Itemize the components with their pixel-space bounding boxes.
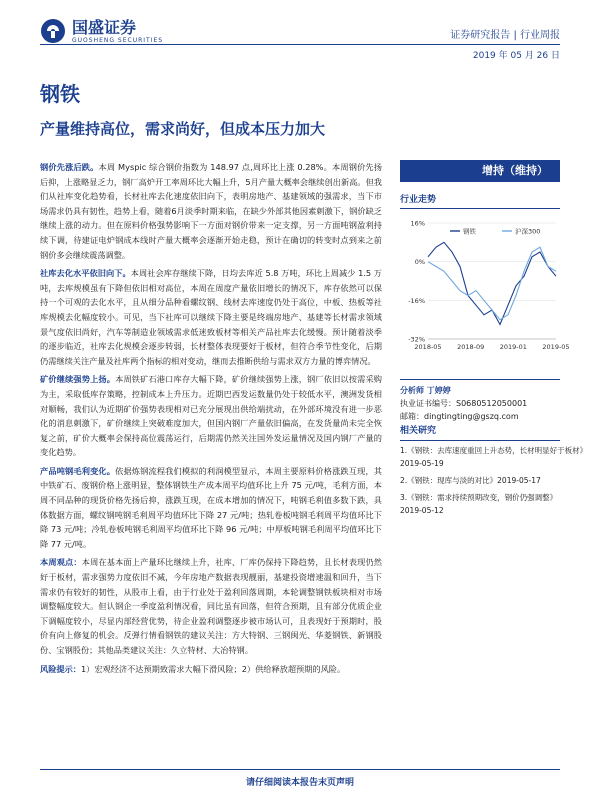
brand-logo-icon [40,18,66,44]
related-item[interactable]: 1.《钢铁：去库速度重回上升态势，长材明显好于板材》 [400,446,588,455]
paragraph-view [40,555,382,657]
report-body [40,160,382,680]
rating-badge: 增持（维持） [400,160,560,182]
y-tick-label: -32% [408,335,425,344]
legend-label: 钢铁 [463,227,476,236]
paragraph-text: 本周社会库存继续下降，日均去库近 5.8 万吨，环比上周减少 1.5 万吨，去库规模虽有下降但依旧相对高位，本周在周度产量依旧增长的情况下，库存依然可以保持一个可观的去化水平，且从细分品种看螺纹钢、线材去库速度仍处于高位，中板、热板等社库规模去化幅度较小。可见，当下社库可以继续下降主要是终端房地产、基建等长材需求领域景气度依旧尚好，汽车等制造业领域需求低迷致板材等相关产品社库去化缓慢。预计随着淡季的逐步临近，社库去化规模会逐步转弱，长材整体表现要好于板材，但符合季节性变化，后期仍需继续关注产量及社库两个指标的相对变动，继而去推断供给与需求双方力量的博弈情况。 [40,268,382,366]
page-header [0,0,600,61]
industry-title: 钢铁 [40,82,80,106]
related-item[interactable]: 3.《钢铁：需求持续预期改变，钢价仍强调整》 [400,493,558,502]
related-title: 相关研究 [400,425,560,441]
related-item[interactable]: 2.《钢铁：现库与淡的对比》2019-05-17 [400,476,541,485]
x-tick-label: 2018-09 [457,343,485,351]
industry-trend-chart [400,215,570,365]
analyst-cert: 执业证书编号：S0680512050001 [400,399,528,408]
footer-divider [40,769,560,770]
related-date: 2019-05-12 [400,506,444,515]
paragraph-ore [40,372,382,460]
paragraph-risk [40,662,382,677]
brand-name: 国盛证券 [72,17,137,37]
related-date: 2019-05-19 [400,459,444,468]
x-tick-label: 2019-01 [499,343,527,351]
series-line [428,247,556,320]
paragraph-price [40,160,382,262]
paragraph-inventory [40,266,382,368]
paragraph-lead: 钢价先涨后跌。 [40,162,99,172]
y-tick-label: 0% [414,258,425,267]
footer-disclaimer: 请仔细阅读本报告末页声明 [245,778,354,788]
report-type: 证券研究报告 | 行业周报 [450,30,560,41]
paragraph-text: 1）宏观经济不达预期致需求大幅下滑风险；2）供给释放超预期的风险。 [80,663,346,674]
paragraph-lead: 风险提示： [40,663,81,674]
report-headline: 产量维持高位，需求尚好，但成本压力加大 [40,120,326,138]
paragraph-text: 本周在基本面上产量环比继续上升，社库、厂库仍保持下降趋势，且长材表现仍然好于板材，需求强势力度依旧不减，今年房地产数据表现靓丽，基建投资增速温和回升，当下需求仍有较好的韧性，从股市上看，由于行业处于盈利回落周期，本轮调整钢铁板块相对市场调整幅度较大。但认钢企一季度盈利情况看，同比虽有回落，但符合预期，且有部分优质企业下调幅度较小，尽显内部经营优势，待企业盈利调整逐步被市场认可，且表现好于预期时，股价有向上修复的机会。反弹行情看钢铁的建议关注：方大特钢、三钢闽光、华菱钢铁、新钢股份、宝钢股份；其他品类建议关注：久立特材、大冶特钢。 [40,557,382,655]
paragraph-text: 依据炼钢流程我们模拟的利润模型显示，本周主要原料价格涨跌互现，其中铁矿石、废钢价格上涨明显，整体钢铁生产成本周平均值环比上升 75 元/吨，毛利方面，本周不同品种的现货价格先扬后抑，涨跌互现，在成本增加的情况下，吨钢毛利值多数下跌，具体数据方面，螺纹钢吨钢毛利周平均值环比下降 27 元/吨；热轧卷板吨钢毛利周平均值环比下降 73 元/吨；冷轧卷板吨钢毛利周平均值环比下降 96 元/吨；中厚板吨钢毛利周平均值环比下降 77 元/吨。 [40,465,382,549]
sidebar [400,160,588,521]
report-date: 2019 年 05 月 26 日 [472,51,560,61]
analyst-email[interactable]: 邮箱：dingtingting@gszq.com [400,412,519,421]
analyst-names: 分析师 丁婷婷 [400,386,451,395]
x-tick-label: 2019-05 [542,343,570,351]
related-research [400,425,588,517]
paragraph-lead: 本周观点： [40,557,82,568]
paragraph-text: 本周铁矿石港口库存大幅下降，矿价继续强势上涨，钢厂依旧以按需采购为主，采取低库存策略，控制成本上升压力。近期巴西发运数量仍处于较低水平，澳洲发货相对顺畅，我们认为近期矿价强势表现相对已充分展现出供给端扰动，在外部环境没有进一步恶化的消息刺激下，矿价继续上突破难度加大，但国内钢厂产量依旧偏高，在发货量尚未完全恢复之前，矿价大概率会保持高位震荡运行，后期需仍然关注国外发运量情况及国内钢厂产量的变化趋势。 [40,374,382,458]
paragraph-lead: 产品吨钢毛利变化。 [40,465,116,476]
y-tick-label: 16% [410,219,425,228]
series-line [428,242,556,324]
brand-name-en: GUOSHENG SECURITIES [72,36,164,44]
y-tick-label: -16% [408,296,425,305]
legend-label: 沪深300 [515,227,541,236]
trend-title: 行业走势 [400,192,560,209]
x-tick-label: 2018-05 [414,343,442,351]
analyst-block [400,379,560,423]
paragraph-lead: 社库去化水平依旧向下。 [40,268,131,279]
paragraph-margin [40,464,382,552]
paragraph-text: 本周 Myspic 综合钢价指数为 148.97 点,周环比上涨 0.28%。本周钢价先扬后抑，上涨略显乏力，钢厂高炉开工率周环比大幅上升，5月产量大概率会继续创出新高。但我们从社库变化趋势看，长材社库去化速度依旧向下，表明房地产、基建领域的强需求，当下市场需求仍具有韧性，趋势上看，随着6月淡季时期来临，在缺少外部其他因素刺激下，钢价缺乏继续上涨的动力。但在原料价格强势影响下一方面对钢价带来一定支撑，另一方面吨钢盈利持续下调，待建证电炉钢成本线时产量大概率会逐渐开始走稳，预计在确切的转变时点到来之前钢价多会继续震荡调整。 [40,162,382,260]
brand-logo [40,18,163,44]
header-divider [40,44,560,45]
paragraph-lead: 矿价继续强势上扬。 [40,374,116,385]
